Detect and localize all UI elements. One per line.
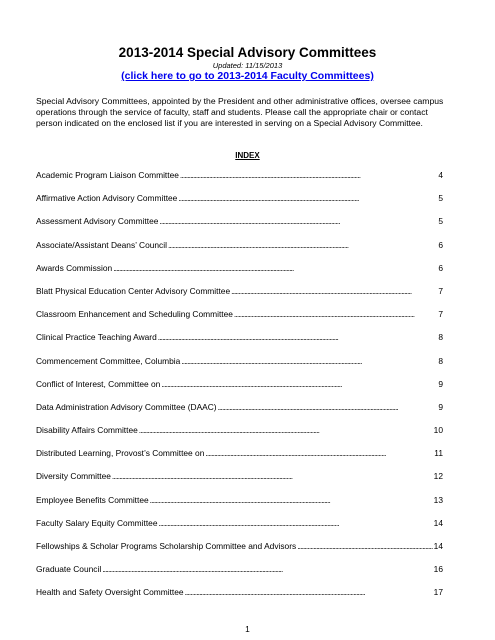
index-entry-label: Disability Affairs Committee [36,425,138,436]
index-entry[interactable] [36,470,443,493]
index-entry-page: 14 [433,517,443,528]
index-entry-label: Assessment Advisory Committee [36,216,159,227]
index-entry[interactable] [36,262,443,285]
index-entry-label: Associate/Assistant Deans’ Council [36,239,167,250]
index-entry[interactable] [36,285,443,308]
index-entry-label: Fellowships & Scholar Programs Scholarship Committee and Advisors [36,541,297,551]
index-entry-label: Employee Benefits Committee [36,494,149,505]
dot-leader [168,239,437,251]
index-entry[interactable] [36,447,443,470]
dot-leader [102,563,432,575]
index-entry-label: Graduate Council [36,564,102,575]
index-entry[interactable] [36,239,443,262]
index-entry-page: 7 [438,309,443,320]
index-entry-label: Conflict of Interest, Committee on [36,378,161,389]
index-heading: INDEX [235,151,260,160]
dot-leader [161,378,437,390]
index-entry[interactable] [36,540,443,563]
index-entry-page: 10 [433,425,443,436]
index-entry-page: 12 [433,471,443,482]
index-entry-page: 6 [438,262,443,273]
index-entry[interactable] [36,563,443,586]
index-entry-page: 4 [438,170,443,180]
dot-leader [158,331,438,343]
index-entry[interactable] [36,424,443,447]
dot-leader [231,285,437,297]
index-entry[interactable] [36,308,443,331]
dot-leader [205,447,433,459]
dot-leader [113,262,437,274]
index-entry[interactable] [36,517,443,540]
dot-leader [297,540,432,552]
index-entry-label: Commencement Committee, Columbia [36,355,181,366]
dot-leader [185,586,433,598]
dot-leader [181,355,437,367]
dot-leader [150,494,433,506]
index-entry-label: Distributed Learning, Provost’s Committee on [36,448,205,459]
dot-leader [159,215,437,227]
index-entry[interactable] [36,378,443,401]
index-entry[interactable] [36,169,443,192]
index-entry[interactable] [36,215,443,238]
index-entry-page: 13 [433,494,443,505]
index-entry-page: 11 [434,448,443,459]
faculty-committees-link[interactable]: (click here to go to 2013-2014 Faculty Committees) [121,70,374,82]
updated-date: Updated: 11/15/2013 [212,61,283,70]
index-entry-label: Diversity Committee [36,471,111,482]
index-entry[interactable] [36,355,443,378]
index-entry-page: 9 [438,401,443,412]
index-entry-page: 5 [438,216,443,227]
index-list [36,169,443,610]
page-number: 1 [245,624,250,634]
dot-leader [139,424,433,436]
index-entry-page: 5 [438,193,443,204]
index-entry[interactable] [36,586,443,609]
page-title: 2013-2014 Special Advisory Committees [118,45,377,60]
index-entry[interactable] [36,331,443,354]
dot-leader [180,169,437,181]
index-entry-page: 16 [433,564,443,575]
index-entry-page: 7 [438,285,443,296]
dot-leader [112,470,433,482]
index-entry-label: Academic Program Liaison Committee [36,170,179,180]
index-entry[interactable] [36,192,443,215]
index-entry-page: 9 [438,378,443,389]
dot-leader [158,517,432,529]
index-entry-page: 8 [438,355,443,366]
index-entry-page: 14 [433,541,443,551]
index-entry-label: Awards Commission [36,262,113,273]
index-entry-label: Blatt Physical Education Center Advisory Committee [36,285,231,296]
index-entry-label: Health and Safety Oversight Committee [36,587,184,598]
index-entry-page: 17 [433,587,443,598]
dot-leader [178,192,437,204]
dot-leader [218,401,438,413]
index-entry-label: Clinical Practice Teaching Award [36,332,157,343]
index-entry-page: 6 [438,239,443,250]
index-entry-label: Faculty Salary Equity Committee [36,517,158,528]
index-entry[interactable] [36,401,443,424]
index-entry-label: Affirmative Action Advisory Committee [36,193,178,204]
index-entry-page: 8 [438,332,443,343]
index-entry-label: Classroom Enhancement and Scheduling Committee [36,309,233,320]
dot-leader [234,308,437,320]
index-entry-label: Data Administration Advisory Committee (DAAC) [36,401,217,412]
intro-paragraph: Special Advisory Committees, appointed by the President and other administrative offices, oversee campus operations through the service of faculty, staff and students. Please call the appropriate chair or contact person indicated on the enclosed list if you are interested in serving on a Special Advisory Committee. [36,96,444,128]
index-entry[interactable] [36,494,443,517]
